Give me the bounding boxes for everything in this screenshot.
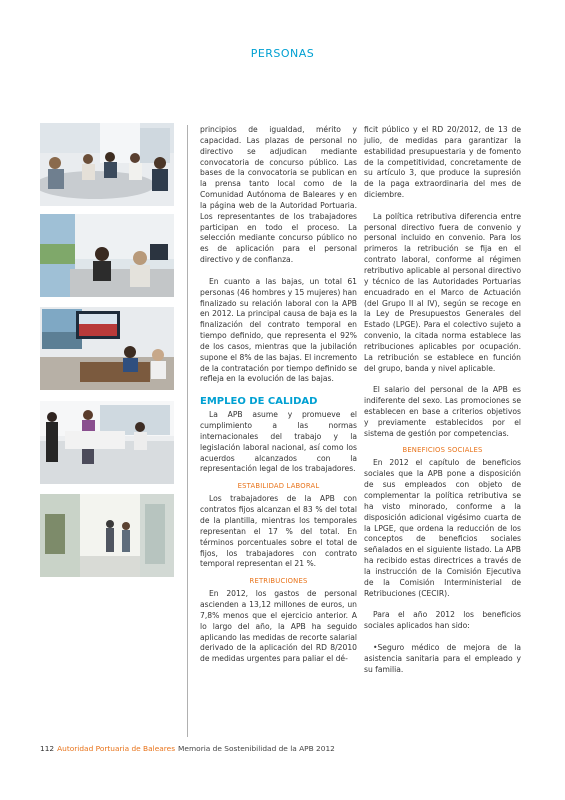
paragraph-beneficios-2012: Para el año 2012 los beneficios sociales aplicados han sido: — [364, 610, 521, 631]
paragraph-salario: El salario del personal de la APB es indiferente del sexo. Las promociones se establecen en base a criterios objetivos y previamente establecidos por el sistema de gestión por competencias. — [364, 385, 521, 438]
paragraph-deficit: ficit público y el RD 20/2012, de 13 de julio, de medidas para garantizar la estabilidad presupuestaria y de fomento de la competitividad, concretamente de su artículo 3, que produce la supresión de la paga extraordinaria del mes de diciembre. — [364, 125, 521, 200]
footer-publication: Memoria de Sostenibilidad de la APB 2012 — [178, 744, 335, 753]
section-title: PERSONAS — [250, 47, 315, 60]
photo-office-desk — [40, 214, 174, 297]
page-number: 112 — [40, 744, 55, 753]
paragraph-empleo: La APB asume y promueve el cumplimiento a las normas internacionales del trabajo y la legislación laboral nacional, así como los acuerdos alcanzados con la representación legal de los trabajadores. — [200, 410, 357, 474]
photo-meeting-room — [40, 123, 174, 206]
paragraph-beneficios: En 2012 el capítulo de beneficios sociales que la APB pone a disposición de sus empleados con objeto de complementar la política retributiva se ha visto minorado, conforme a la disposición adicional vigésimo cuarta de la LPGE, que ordena la reducción de los conceptos de beneficios sociales señalados en el siguiente listado. La APB ha recibido estas directrices a través de la instrucción de la Comisión Ejecutiva de la Comisión Interministerial de Retribuciones (CECIR). — [364, 458, 521, 598]
photo-corridor — [40, 494, 174, 577]
paragraph-politica-retributiva: La política retributiva diferencia entre personal directivo fuera de convenio y personal incluido en convenio. Para los primeros la retribución se fija en el contrato laboral, conforme al régimen retributivo aplicable al personal directivo y técnico de las Autoridades Portuarias encuadrado en el Marco de Actuación (del Grupo II al IV), según se recoge en la Ley de Presupuestos Generales del Estado (LPGE). Para el colectivo sujeto a convenio, la citada norma establece las retribuciones aplicables por ocupación. La retribución se establece en función del grupo, banda y nivel aplicable. — [364, 211, 521, 373]
text-column-left — [200, 125, 357, 665]
photo-office-window — [40, 307, 174, 390]
paragraph-selection: principios de igualdad, mérito y capacidad. Las plazas de personal no directivo se adjudican mediante convocatoria de concurso público. Las bases de la convocatoria se publican en la prensa tanto local como de la Comunidad Autónoma de Baleares y en la página web de la Autoridad Portuaria. Los representantes de los trabajadores participan en todo el proceso. La selección mediante concurso público no es de aplicación para el personal directivo y de confianza. — [200, 125, 357, 265]
heading-empleo-de-calidad: EMPLEO DE CALIDAD — [200, 396, 318, 408]
paragraph-bajas: En cuanto a las bajas, un total 61 personas (46 hombres y 15 mujeres) han finalizado su relación laboral con la APB en 2012. La principal causa de baja es la finalización del contrato temporal en tiempo definido, que representa el 92% de los casos, mientras que la jubilación supone el 8% de las bajas. El incremento de la contratación por tiempo definido se refleja en la evolución de las bajas. — [200, 276, 358, 384]
photo-reception — [40, 401, 174, 484]
page-footer — [40, 744, 335, 753]
paragraph-estabilidad: Los trabajadores de la APB con contratos fijos alcanzan el 83 % del total de la plantilla, mientras los temporales representan el 17 % del total. En términos porcentuales sobre el total de fijos, los trabajadores con contrato temporal representan el 21 %. — [200, 494, 357, 569]
text-column-right — [364, 125, 521, 675]
subheading-estabilidad-laboral: ESTABILIDAD LABORAL — [237, 482, 320, 491]
subheading-beneficios-sociales: BENEFICIOS SOCIALES — [402, 446, 483, 455]
column-divider — [187, 125, 188, 737]
footer-organization: Autoridad Portuaria de Baleares — [57, 744, 176, 753]
paragraph-retribuciones: En 2012, los gastos de personal ascienden a 13,12 millones de euros, un 7,8% menos que el ejercicio anterior. A lo largo del año, la APB ha seguido aplicando las medidas de recorte salarial derivado de la aplicación del RD 8/2010 de medidas urgentes para paliar el dé- — [200, 589, 357, 664]
subheading-retribuciones: RETRIBUCIONES — [249, 577, 308, 586]
list-item-seguro-medico: •Seguro médico de mejora de la asistencia sanitaria para el empleado y su familia. — [364, 642, 521, 674]
